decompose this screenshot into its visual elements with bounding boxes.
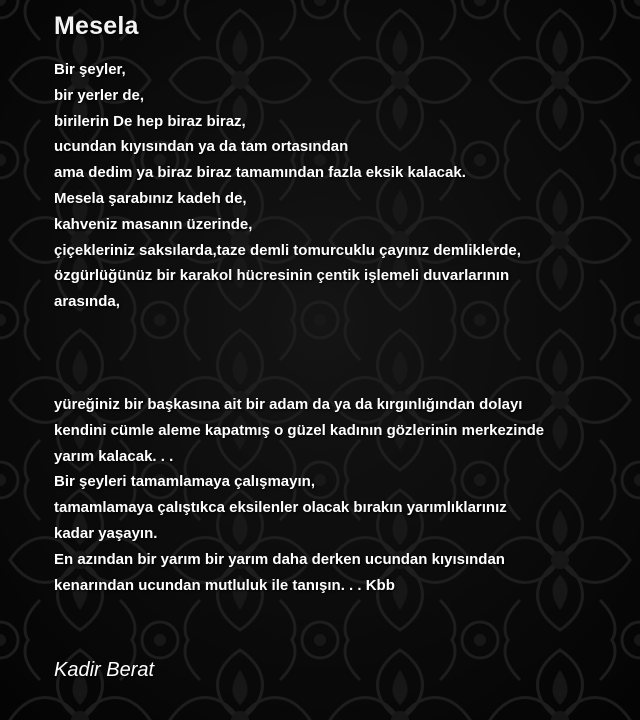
poem-line: Bir şeyler, xyxy=(54,61,126,78)
poem-line: arasında, xyxy=(54,293,120,311)
poem-line: çiçekleriniz saksılarda,taze demli tomurcuklu çayınız demliklerde, xyxy=(54,241,521,259)
poem-line: kendini cümle aleme kapatmış o güzel kadının gözlerinin merkezinde xyxy=(54,421,545,439)
poem-line: birilerin De hep biraz biraz, xyxy=(54,112,246,130)
poem-author: Kadir Berat xyxy=(54,659,155,681)
poem-line: kenarından ucundan mutluluk ile tanışın. . . Kbb xyxy=(54,576,395,594)
stanza-gap xyxy=(54,315,624,392)
poem-line: ucundan kıyısından ya da tam ortasından xyxy=(54,138,349,156)
stanza-2 xyxy=(54,392,624,598)
poem-line: En azından bir yarım bir yarım daha derken ucundan kıyısından xyxy=(54,550,505,568)
poem-line: kadar yaşayın. xyxy=(54,524,158,542)
poem-line: yüreğiniz bir başkasına ait bir adam da ya da kırgınlığından dolayı xyxy=(54,395,523,413)
poem-line: yarım kalacak. . . xyxy=(54,447,174,465)
stanza-1 xyxy=(54,57,624,315)
poem-line: tamamlamaya çalıştıkca eksilenler olacak bırakın yarımlıklarınız xyxy=(54,499,507,517)
poem-line: özgürlüğünüz bir karakol hücresinin çentik işlemeli duvarlarının xyxy=(54,267,510,285)
poem-body xyxy=(54,57,624,598)
poem-line: ama dedim ya biraz biraz tamamından fazla eksik kalacak. xyxy=(54,164,466,182)
poem-line: bir yerler de, xyxy=(54,86,145,104)
poem-title: Mesela xyxy=(54,12,139,40)
poem-line: Bir şeyleri tamamlamaya çalışmayın, xyxy=(54,473,315,491)
poem-line: kahveniz masanın üzerinde, xyxy=(54,215,253,233)
poem-line: Mesela şarabınız kadeh de, xyxy=(54,189,247,207)
